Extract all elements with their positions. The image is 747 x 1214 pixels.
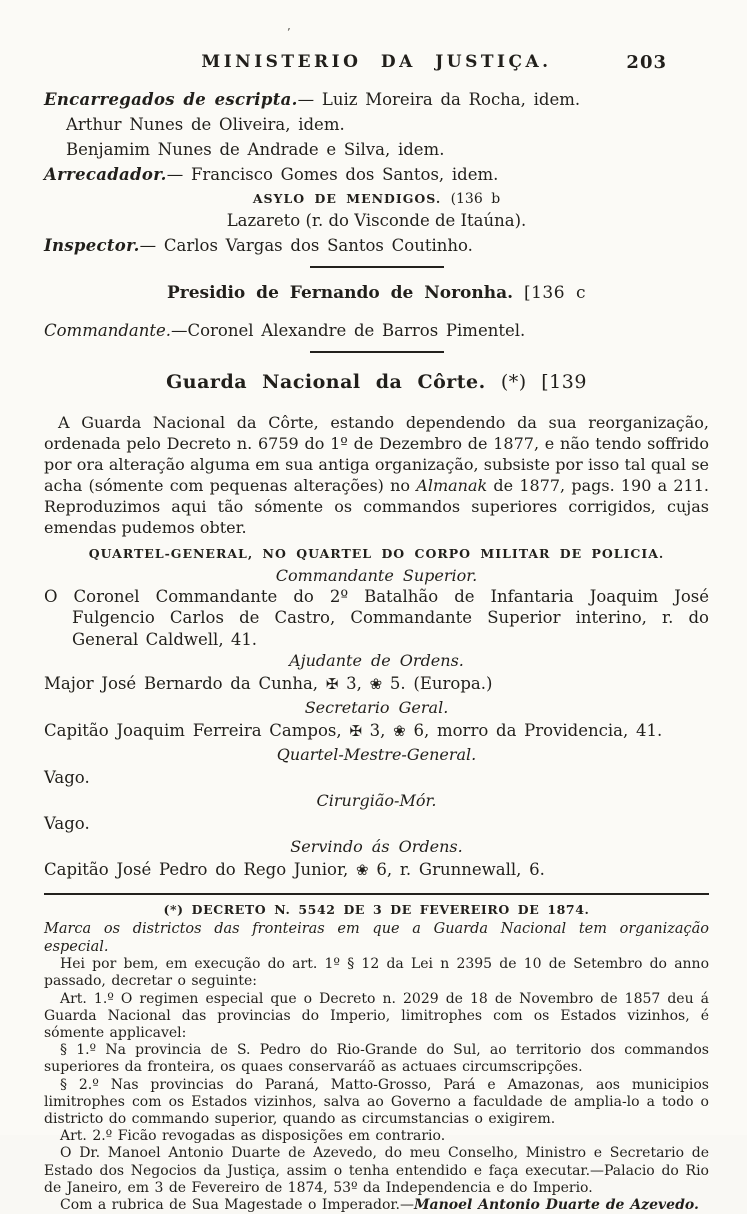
guarda-heading [44, 369, 709, 396]
holder-name: Capitão José Pedro do Rego Junior, [44, 860, 357, 880]
position-holder: Vago. [44, 814, 90, 834]
footnote-section [44, 902, 709, 1214]
role-label: Arrecadador. [44, 165, 167, 184]
position-holder [44, 857, 709, 883]
position-holder: O Coronel Commandante do 2º Batalhão de Infantaria Joaquim José Fulgencio Carlos de Castro, Commandante Superior interino, r. do General Caldwell, 41. [44, 586, 709, 649]
presidio-heading-text: Presidio de Fernando de Noronha. [167, 283, 514, 304]
guarda-heading-text: Guarda Nacional da Côrte. [166, 370, 486, 393]
position-title-secretario: Secretario Geral. [304, 698, 449, 718]
rose-order-icon: ❀ [356, 861, 369, 880]
rose-order-icon: ❀ [369, 675, 383, 694]
roster-line-encarregados [44, 87, 709, 112]
rose-order-icon: ❀ [393, 722, 406, 741]
footnote-paragraph: O Dr. Manoel Antonio Duarte de Azevedo, do meu Conselho, Ministro e Secretario de Estado dos Negocios da Justiça, assim o tenha entendido e faça executar.—Palacio do Rio de Janeiro, em 3 de Fevereiro de 1874, 53º da Independencia e do Imperio. [44, 1145, 709, 1196]
scan-artifact: ’ [287, 26, 291, 39]
position-title-cirurgiao: Cirurgião-Mór. [316, 791, 437, 811]
role-value: — Carlos Vargas dos Santos Coutinho. [139, 236, 473, 255]
roster-line-arrecadador [44, 162, 709, 187]
roster-line: Arthur Nunes de Oliveira, idem. [66, 115, 345, 134]
footnote-divider [44, 893, 709, 895]
lazareto-line: Lazareto (r. do Visconde de Itaúna). [226, 211, 527, 230]
guarda-heading-ref: (*) [139 [500, 370, 587, 393]
intro-part1: A Guarda Nacional da Côrte, estando dependendo da sua reorganização, ordenada pelo Decreto n. 6759 do 1º de Dezembro de 1877, e não tendo soffrido por ora alteração alguma em sua antiga organização, subsiste por isso tal qual se acha (sómente com pequenas alterações) no [44, 412, 709, 495]
almanak-title: Almanak [416, 475, 488, 495]
position-title-servindo: Servindo ás Ordens. [290, 837, 463, 857]
guarda-nacional-section [44, 369, 709, 883]
holder-mid: 3, [338, 674, 370, 694]
holder-rest: 5. (Europa.) [382, 674, 493, 694]
page-number: 203 [626, 52, 667, 73]
role-label: Commandante. [44, 321, 171, 341]
asylo-heading-ref: (136 b [450, 191, 501, 207]
maltese-cross-icon: ✠ [325, 675, 339, 694]
closing-text: Com a rubrica de Sua Magestade o Imperador.— [60, 1197, 414, 1214]
footnote-closing [44, 1197, 709, 1214]
footnote-paragraph: Art. 1.º O regimen especial que o Decreto n. 2029 de 18 de Novembro de 1857 deu á Guarda Nacional das provincias do Imperio, limitrophes com os Estados vizinhos, é sómente applicavel: [44, 990, 709, 1042]
role-label: Inspector. [44, 236, 140, 255]
section-divider [310, 266, 444, 268]
footnote-paragraph: Art. 2.º Ficão revogadas as disposições em contrario. [60, 1128, 446, 1145]
maltese-cross-icon: ✠ [349, 722, 362, 741]
footnote-paragraph: § 1.º Na provincia de S. Pedro do Rio-Grande do Sul, ao territorio dos commandos superiores da fronteira, os quaes conservaráõ as actuaes circumscripções. [44, 1042, 709, 1076]
position-title-ajudante: Ajudante de Ordens. [289, 651, 464, 671]
footnote-paragraph: Hei por bem, em execução do art. 1º § 12 da Lei n 2395 de 10 de Setembro do anno passado, decretar o seguinte: [44, 956, 709, 990]
position-holder [44, 671, 709, 697]
position-title-quartel-mestre: Quartel-Mestre-General. [276, 745, 477, 765]
position-title-commandante-superior: Commandante Superior. [275, 565, 478, 585]
footnote-paragraph: § 2.º Nas provincias do Paraná, Matto-Grosso, Pará e Amazonas, aos municipios limitrophes com os Estados vizinhos, salva ao Governo a faculdade de amplia-lo a todo o districto do commando superior, quando as circumstancias o exigirem. [44, 1076, 709, 1128]
asylo-heading-caps: ASYLO DE MENDIGOS. [252, 191, 442, 206]
asylo-heading [44, 190, 709, 208]
role-label: Encarregados de escripta. [44, 90, 298, 109]
role-value: —Coronel Alexandre de Barros Pimentel. [170, 321, 526, 341]
quartel-general-line: QUARTEL-GENERAL, NO QUARTEL DO CORPO MILITAR DE POLICIA. [88, 545, 665, 561]
roster-line-inspector [44, 233, 709, 258]
footnote-heading: (*) DECRETO N. 5542 DE 3 DE FEVEREIRO DE 1874. [163, 902, 590, 918]
holder-rest: 6, morro da Providencia, 41. [405, 721, 663, 741]
position-holder [44, 718, 709, 744]
holder-name: Major José Bernardo da Cunha, [44, 674, 326, 694]
holder-mid: 3, [361, 721, 394, 741]
asylo-section [44, 190, 709, 258]
presidio-heading-ref: [136 c [523, 283, 586, 304]
presidio-heading [44, 282, 709, 304]
intro-part2: de 1877, pags. 190 a 211. Reproduzimos aqui tão sómente os commandos superiores corrigidos, cujas emendas pudemos obter. [44, 475, 710, 537]
presidio-section [44, 282, 709, 343]
page-header [44, 26, 709, 76]
role-value: — Francisco Gomes dos Santos, idem. [166, 165, 499, 184]
position-holder: Vago. [44, 768, 90, 788]
roster-line: Benjamim Nunes de Andrade e Silva, idem. [66, 140, 445, 159]
footnote-subtitle: Marca os districtos das fronteiras em que a Guarda Nacional tem organização especial. [44, 921, 709, 956]
guarda-intro-paragraph [44, 412, 709, 538]
holder-rest: 6, r. Grunnewall, 6. [368, 860, 545, 880]
role-value: — Luiz Moreira da Rocha, idem. [297, 90, 581, 109]
signature: Manoel Antonio Duarte de Azevedo. [414, 1197, 699, 1214]
roster-line-commandante [44, 318, 709, 343]
ministry-title: MINISTERIO DA JUSTIÇA. [201, 52, 552, 72]
staff-roster [44, 87, 709, 187]
holder-name: Capitão Joaquim Ferreira Campos, [44, 721, 350, 741]
section-divider [310, 351, 444, 353]
